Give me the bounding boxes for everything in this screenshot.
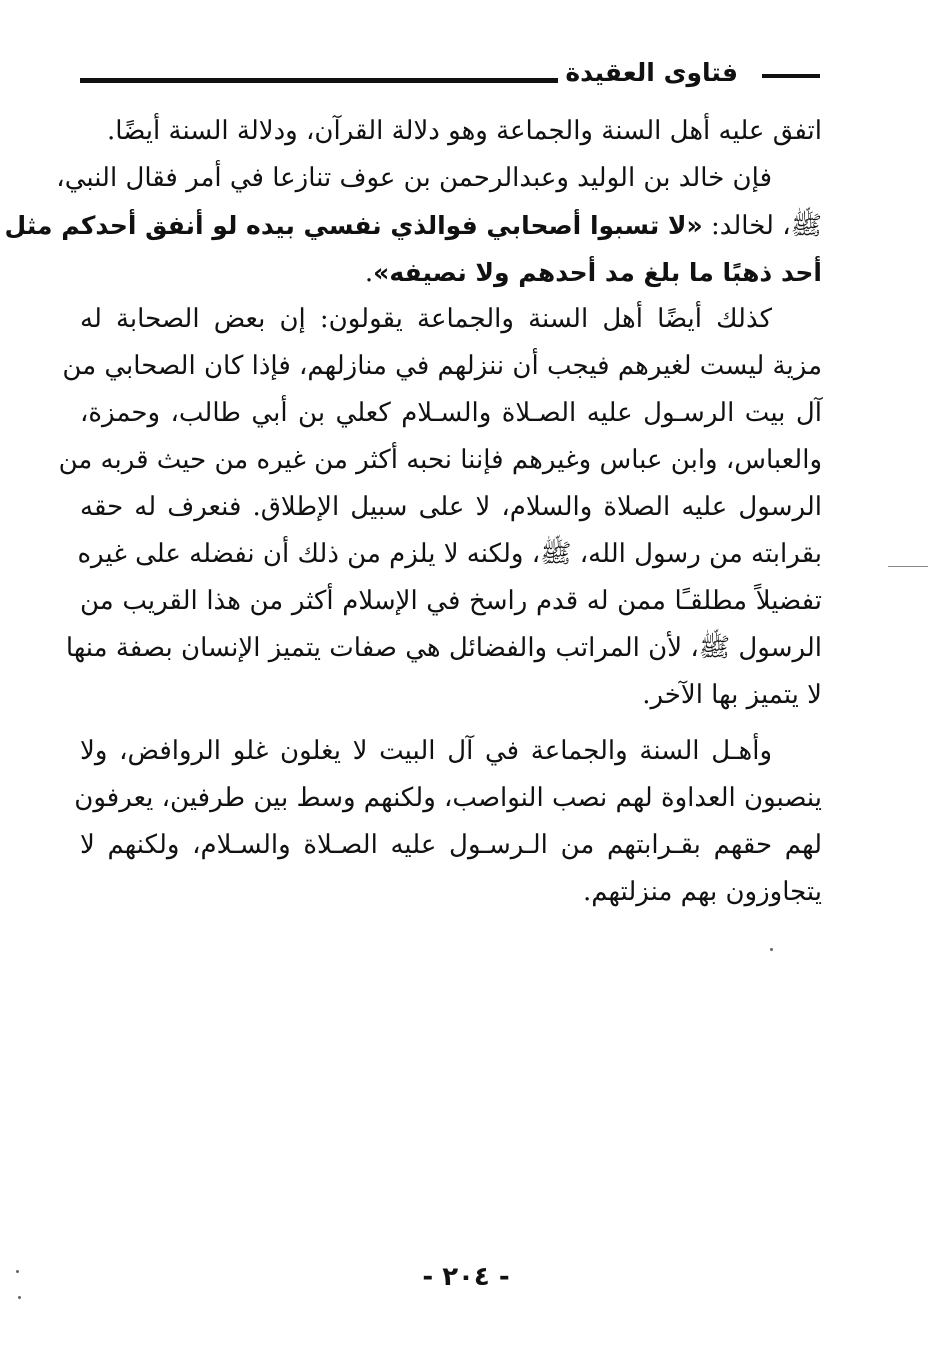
page-number: - ٢٠٤ - bbox=[422, 1262, 510, 1292]
hadith-quote: أحد ذهبًا ما بلغ مد أحدهم ولا نصيفه» bbox=[373, 258, 822, 287]
stray-dot bbox=[18, 1296, 21, 1299]
text-span: . bbox=[364, 258, 374, 288]
text-line: فإن خالد بن الوليد وعبدالرحمن بن عوف تنازعا في أمر فقال النبي، bbox=[56, 163, 772, 193]
text-span: ﷺ، لخالد: bbox=[702, 211, 822, 241]
text-line: كذلك أيضًا أهل السنة والجماعة يقولون: إن بعض الصحابة له bbox=[80, 304, 772, 334]
margin-mark bbox=[888, 566, 928, 567]
text-line: اتفق عليه أهل السنة والجماعة وهو دلالة القرآن، ودلالة السنة أيضًا. bbox=[107, 116, 822, 146]
text-line: الرسول عليه الصلاة والسلام، لا على سبيل الإطلاق. فنعرف له حقه bbox=[80, 492, 822, 522]
stray-dot bbox=[770, 948, 773, 951]
text-line: وأهـل السنة والجماعة في آل البيت لا يغلون غلو الروافض، ولا bbox=[80, 736, 772, 766]
text-line: ينصبون العداوة لهم نصب النواصب، ولكنهم وسط بين طرفين، يعرفون bbox=[74, 783, 822, 813]
header-rule-long bbox=[80, 78, 558, 83]
text-line: يتجاوزون بهم منزلتهم. bbox=[582, 877, 822, 907]
stray-dot bbox=[16, 1270, 19, 1273]
body-text bbox=[4, 108, 822, 916]
text-line bbox=[4, 202, 822, 249]
text-line: تفضيلاً مطلقـًا ممن له قدم راسخ في الإسلام أكثر من هذا القريب من bbox=[80, 586, 822, 616]
text-line: بقرابته من رسول الله، ﷺ، ولكنه لا يلزم من ذلك أن نفضله على غيره bbox=[77, 539, 822, 569]
text-line: مزية ليست لغيرهم فيجب أن ننزلهم في منازلهم، فإذا كان الصحابي من bbox=[62, 351, 822, 381]
text-line: والعباس، وابن عباس وغيرهم فإننا نحبه أكثر من غيره من حيث قربه من bbox=[58, 445, 822, 475]
hadith-quote: «لا تسبوا أصحابي فوالذي نفسي بيده لو أنفق أحدكم مثل bbox=[4, 211, 703, 240]
text-line: الرسول ﷺ، لأن المراتب والفضائل هي صفات يتميز الإنسان بصفة منها bbox=[65, 633, 822, 663]
text-line bbox=[80, 249, 822, 296]
text-line: آل بيت الرسـول عليه الصـلاة والسـلام كعلي بن أبي طالب، وحمزة، bbox=[80, 398, 822, 428]
running-header bbox=[80, 58, 820, 98]
text-line: لا يتميز بها الآخر. bbox=[642, 680, 822, 710]
text-line: لهم حقهم بقـرابتهم من الـرسـول عليه الصـلاة والسـلام، ولكنهم لا bbox=[80, 830, 822, 860]
header-title: فتاوى العقيدة bbox=[565, 58, 738, 87]
header-rule-short bbox=[762, 74, 820, 78]
